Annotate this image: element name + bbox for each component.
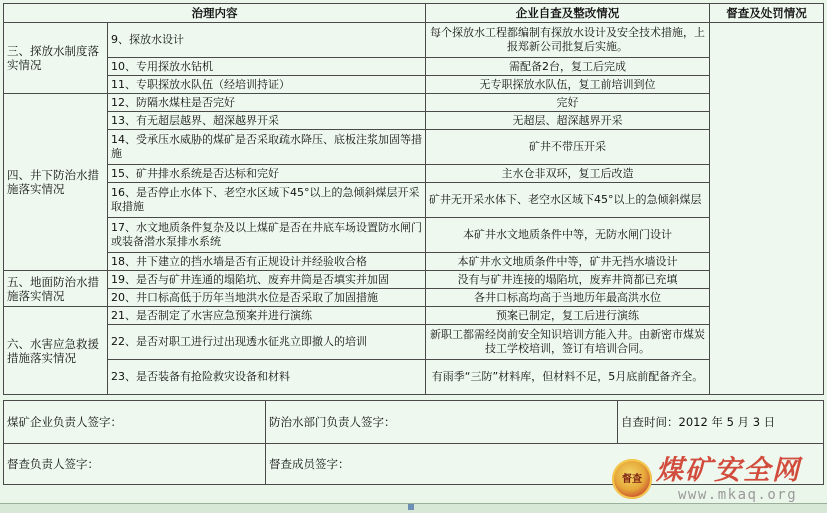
header-governance-content: 治理内容 xyxy=(4,4,426,23)
self-check-time: 自查时间：2012 年 5 月 3 日 xyxy=(618,401,824,444)
inspector-head-signature: 督查负责人签字： xyxy=(4,444,266,485)
response-cell: 预案已制定，复工后进行演练 xyxy=(426,307,710,325)
item-cell: 17、水文地质条件复杂及以上煤矿是否在井底车场设置防水闸门或装备潜水泵排水系统 xyxy=(108,218,426,253)
item-cell: 11、专职探放水队伍（经培训持证） xyxy=(108,76,426,94)
header-self-check: 企业自查及整改情况 xyxy=(426,4,710,23)
table-row xyxy=(4,130,824,165)
table-row xyxy=(4,183,824,218)
response-cell: 有雨季“三防”材料库，但材料不足，5月底前配备齐全。 xyxy=(426,360,710,395)
supervision-cell xyxy=(710,23,824,395)
item-cell: 20、井口标高低于历年当地洪水位是否采取了加固措施 xyxy=(108,289,426,307)
category-cell: 五、地面防治水措施落实情况 xyxy=(4,271,108,307)
item-cell: 19、是否与矿井连通的塌陷坑、废弃井筒是否填实并加固 xyxy=(108,271,426,289)
header-supervision: 督查及处罚情况 xyxy=(710,4,824,23)
watermark-url: www.mkaq.org xyxy=(678,487,798,503)
table-row xyxy=(4,218,824,253)
item-cell: 13、有无超层越界、超深越界开采 xyxy=(108,112,426,130)
item-cell: 9、探放水设计 xyxy=(108,23,426,58)
table-row xyxy=(4,289,824,307)
response-cell: 完好 xyxy=(426,94,710,112)
category-cell: 六、水害应急救援措施落实情况 xyxy=(4,307,108,395)
response-cell: 需配备2台，复工后完成 xyxy=(426,58,710,76)
item-cell: 21、是否制定了水害应急预案并进行演练 xyxy=(108,307,426,325)
signature-row xyxy=(4,401,824,444)
response-cell: 矿井无开采水体下、老空水区域下45°以上的急倾斜煤层 xyxy=(426,183,710,218)
item-cell: 22、是否对职工进行过出现透水征兆立即撤人的培训 xyxy=(108,325,426,360)
item-cell: 15、矿井排水系统是否达标和完好 xyxy=(108,165,426,183)
response-cell: 无超层、超深越界开采 xyxy=(426,112,710,130)
item-cell: 18、井下建立的挡水墙是否有正规设计并经验收合格 xyxy=(108,253,426,271)
table-row xyxy=(4,165,824,183)
table-row xyxy=(4,112,824,130)
table-row xyxy=(4,360,824,395)
inspection-table xyxy=(3,3,824,395)
table-row xyxy=(4,23,824,58)
response-cell: 各井口标高均高于当地历年最高洪水位 xyxy=(426,289,710,307)
response-cell: 无专职探放水队伍，复工前培训到位 xyxy=(426,76,710,94)
table-row xyxy=(4,76,824,94)
table-row xyxy=(4,307,824,325)
table-row xyxy=(4,271,824,289)
scroll-thumb[interactable] xyxy=(408,504,414,510)
response-cell: 主水仓非双环，复工后改造 xyxy=(426,165,710,183)
response-cell: 矿井不带压开采 xyxy=(426,130,710,165)
response-cell: 没有与矿井连接的塌陷坑，废弃井筒都已充填 xyxy=(426,271,710,289)
item-cell: 23、是否装备有抢险救灾设备和材料 xyxy=(108,360,426,395)
table-row xyxy=(4,253,824,271)
inspector-member-signature: 督查成员签字： xyxy=(266,444,824,485)
table-row xyxy=(4,58,824,76)
watermark-logo-text: 督查 xyxy=(622,474,642,485)
response-cell: 本矿井水文地质条件中等，矿井无挡水墙设计 xyxy=(426,253,710,271)
watermark-title: 煤矿安全网 xyxy=(656,455,801,486)
table-row xyxy=(4,325,824,360)
watermark-logo-icon xyxy=(612,459,652,499)
category-cell: 四、井下防治水措施落实情况 xyxy=(4,94,108,271)
response-cell: 每个探放水工程都编制有探放水设计及安全技术措施，上报郑新公司批复后实施。 xyxy=(426,23,710,58)
response-cell: 新职工都需经岗前安全知识培训方能入井。由新密市煤炭技工学校培训，签订有培训合同。 xyxy=(426,325,710,360)
item-cell: 12、防隔水煤柱是否完好 xyxy=(108,94,426,112)
watermark xyxy=(612,456,824,506)
item-cell: 16、是否停止水体下、老空水区域下45°以上的急倾斜煤层开采取措施 xyxy=(108,183,426,218)
company-head-signature: 煤矿企业负责人签字： xyxy=(4,401,266,444)
water-dept-head-signature: 防治水部门负责人签字： xyxy=(266,401,618,444)
response-cell: 本矿井水文地质条件中等，无防水闸门设计 xyxy=(426,218,710,253)
table-row xyxy=(4,94,824,112)
item-cell: 14、受承压水威胁的煤矿是否采取疏水降压、底板注浆加固等措施 xyxy=(108,130,426,165)
item-cell: 10、专用探放水钻机 xyxy=(108,58,426,76)
category-cell: 三、探放水制度落实情况 xyxy=(4,23,108,94)
